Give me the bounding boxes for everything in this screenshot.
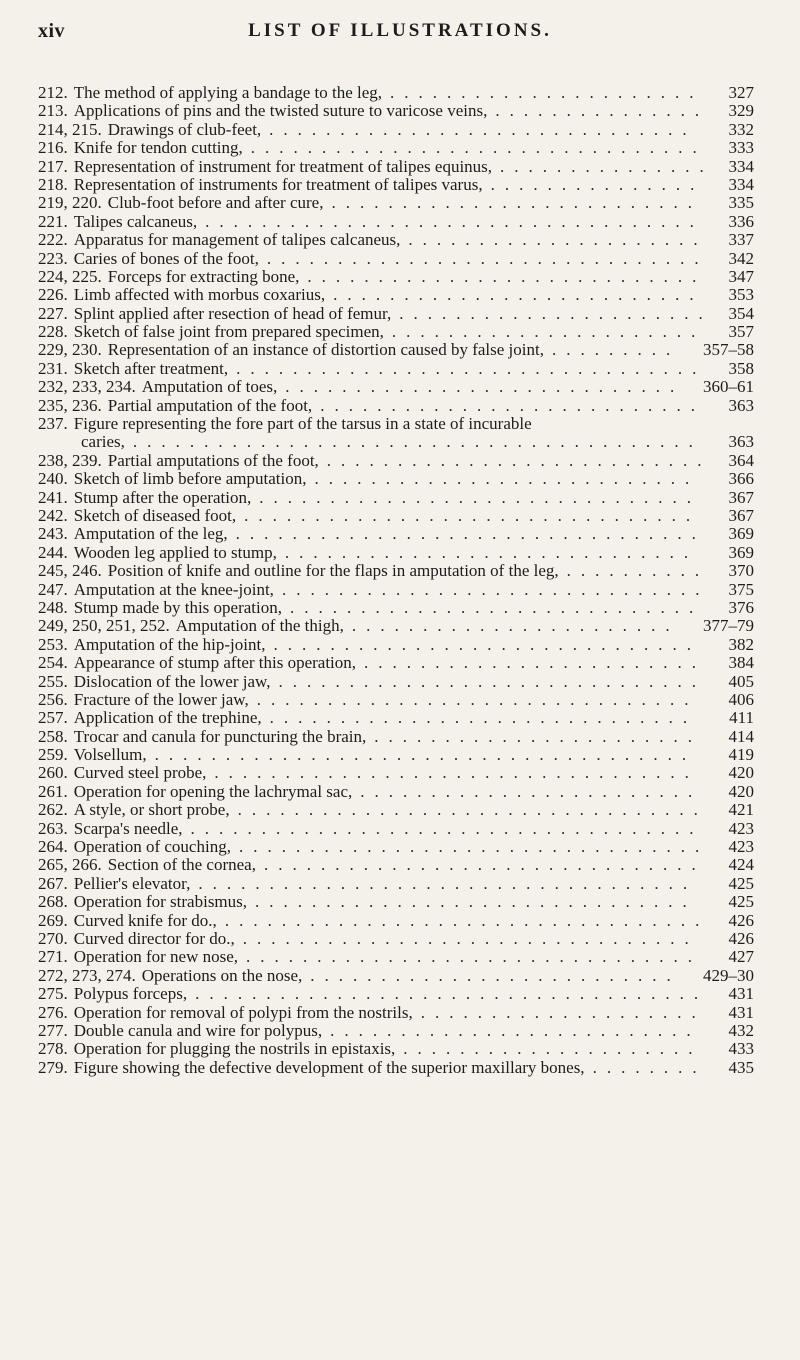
figure-caption: Pellier's elevator, — [73, 873, 191, 893]
figure-number: 212. — [38, 83, 68, 102]
list-item — [38, 231, 754, 249]
figure-number: 249, 250, 251, 252. — [38, 616, 170, 636]
page-reference: 332 — [728, 119, 754, 139]
page-reference: 376 — [728, 597, 754, 617]
page-reference: 411 — [729, 708, 754, 728]
figure-number: 279. — [38, 1057, 68, 1077]
figure-number: 264. — [38, 837, 68, 857]
figure-caption: Stump after the operation, — [73, 487, 252, 507]
leader-dots: ............................ — [307, 266, 707, 286]
list-item — [38, 581, 754, 599]
list-item — [38, 617, 754, 635]
figure-caption: Operation for removal of polypi from the nostrils, — [73, 1002, 413, 1022]
leader-dots: .................................. — [214, 763, 699, 783]
list-item — [38, 856, 754, 874]
figure-number: 255. — [38, 671, 68, 691]
figure-number: 213. — [38, 101, 68, 121]
list-item — [38, 912, 754, 930]
list-item — [38, 783, 754, 801]
list-item — [38, 1040, 754, 1058]
figure-caption: Partial amputation of the foot, — [107, 395, 313, 415]
figure-number: 229, 230. — [38, 340, 102, 360]
figure-number: 231. — [38, 358, 68, 378]
figure-number: 241. — [38, 487, 68, 507]
page-reference: 425 — [728, 873, 754, 893]
figure-caption: Volsellum, — [73, 745, 147, 765]
list-item — [38, 728, 754, 746]
figure-caption: Stump made by this operation, — [73, 597, 282, 617]
leader-dots: ............................... — [259, 487, 702, 507]
figure-number: 271. — [38, 947, 68, 967]
page-reference: 423 — [728, 818, 754, 838]
figure-number: 243. — [38, 524, 68, 544]
figure-number: 265, 266. — [38, 855, 102, 875]
leader-dots: ....................... — [374, 726, 703, 746]
page-reference: 336 — [728, 211, 754, 231]
figure-caption: Partial amputations of the foot, — [107, 450, 319, 470]
list-item — [38, 158, 754, 176]
figure-number: 269. — [38, 910, 68, 930]
page-reference: 354 — [728, 303, 754, 323]
page-reference: 334 — [728, 156, 754, 176]
figure-caption: The method of applying a bandage to the leg, — [73, 83, 383, 102]
figure-caption: Club-foot before and after cure, — [107, 193, 324, 213]
list-item — [38, 1022, 754, 1040]
leader-dots: ............... — [495, 101, 710, 121]
list-item — [38, 194, 754, 212]
list-item — [38, 489, 754, 507]
figure-number: 232, 233, 234. — [38, 377, 136, 397]
figure-caption: Curved director for do., — [73, 928, 235, 948]
page-reference: 369 — [728, 524, 754, 544]
list-item — [38, 360, 754, 378]
figure-caption: Curved knife for do., — [73, 910, 217, 930]
list-item — [38, 1059, 754, 1077]
page-reference: 426 — [728, 928, 754, 948]
leader-dots: .............................. — [278, 671, 706, 691]
figure-number: 222. — [38, 230, 68, 250]
page-reference: 357 — [728, 322, 754, 342]
figure-caption: Representation of instrument for treatment of talipes equinus, — [73, 156, 493, 176]
figure-number: 263. — [38, 818, 68, 838]
figure-number: 259. — [38, 745, 68, 765]
list-item — [38, 893, 754, 911]
leader-dots: ................................. — [238, 837, 710, 857]
figure-caption: Operation for opening the lachrymal sac, — [73, 781, 353, 801]
figure-number: 223. — [38, 248, 68, 268]
figure-caption: Dislocation of the lower jaw, — [73, 671, 271, 691]
leader-dots: ........................... — [320, 395, 705, 415]
page-reference: 419 — [728, 745, 754, 765]
figure-caption: Sketch of diseased foot, — [73, 506, 237, 525]
list-item — [38, 709, 754, 727]
page-reference: 360–61 — [703, 377, 754, 397]
figure-number: 261. — [38, 781, 68, 801]
page-reference: 423 — [728, 837, 754, 857]
list-item — [38, 102, 754, 120]
figure-caption: Applications of pins and the twisted suture to varicose veins, — [73, 101, 488, 121]
figure-number: 226. — [38, 285, 68, 305]
figure-caption: Splint applied after resection of head of femur, — [73, 303, 392, 323]
page-reference: 431 — [728, 1002, 754, 1022]
list-item — [38, 250, 754, 268]
list-item — [38, 121, 754, 139]
leader-dots: .................................... — [190, 818, 704, 838]
page-reference: 367 — [728, 506, 754, 525]
figure-caption: Operation for strabismus, — [73, 892, 248, 912]
page-reference: 420 — [728, 781, 754, 801]
page-reference: 342 — [728, 248, 754, 268]
figure-caption: Limb affected with morbus coxarius, — [73, 285, 326, 305]
figure-caption: Amputation at the knee-joint, — [73, 579, 274, 599]
leader-dots: .................... — [420, 1002, 706, 1022]
figure-caption: Scarpa's needle, — [73, 818, 183, 838]
page-reference: 435 — [728, 1057, 754, 1077]
figure-caption: Drawings of club-feet, — [107, 119, 262, 139]
page-reference: 431 — [728, 984, 754, 1004]
leader-dots: ............... — [500, 156, 714, 176]
page-reference: 363 — [728, 432, 754, 452]
figure-number: 235, 236. — [38, 395, 102, 415]
figure-caption: Section of the cornea, — [107, 855, 256, 875]
figure-number: 256. — [38, 689, 68, 709]
figure-caption: Forceps for extracting bone, — [107, 266, 300, 286]
figure-caption: Sketch of limb before amputation, — [73, 469, 307, 489]
list-item — [38, 820, 754, 838]
figure-number: 221. — [38, 211, 68, 231]
page-reference: 375 — [728, 579, 754, 599]
figure-caption: Figure representing the fore part of the tarsus in a state of incurable — [73, 414, 532, 434]
figure-number: 278. — [38, 1039, 68, 1059]
page-reference: 337 — [728, 230, 754, 250]
list-item — [38, 691, 754, 709]
list-item — [38, 305, 754, 323]
figure-number: 227. — [38, 303, 68, 323]
leader-dots: ........................... — [326, 450, 712, 470]
figure-number: 267. — [38, 873, 68, 893]
page-reference: 369 — [728, 542, 754, 562]
leader-dots: ........................................ — [132, 432, 703, 452]
figure-caption: Amputation of toes, — [141, 377, 278, 397]
figure-number: 218. — [38, 174, 68, 194]
leader-dots: .................................... — [195, 984, 709, 1004]
figure-caption: Sketch after treatment, — [73, 358, 229, 378]
figure-caption: Amputation of the hip-joint, — [73, 634, 266, 654]
page-reference: 364 — [728, 450, 754, 470]
figure-caption: Fracture of the lower jaw, — [73, 689, 249, 709]
figure-caption: Apparatus for management of talipes calcaneus, — [73, 230, 401, 250]
leader-dots: .......................... — [331, 193, 702, 213]
list-item — [38, 801, 754, 819]
page-reference: 377–79 — [703, 616, 754, 636]
page-reference: 433 — [728, 1039, 754, 1059]
figure-caption: Operation of couching, — [73, 837, 231, 857]
list-item — [38, 507, 754, 525]
list-item — [38, 746, 754, 764]
figure-caption: Polypus forceps, — [73, 984, 188, 1004]
leader-dots: ................................ — [244, 506, 701, 525]
figure-number: 242. — [38, 506, 68, 525]
list-item — [38, 985, 754, 1003]
illustrations-list — [38, 84, 754, 1077]
leader-dots: ................................. — [235, 524, 706, 544]
list-item — [38, 1004, 754, 1022]
leader-dots: ................................... — [205, 211, 704, 231]
list-item — [38, 139, 754, 157]
page-reference: 333 — [728, 138, 754, 158]
leader-dots: ........ — [592, 1057, 707, 1077]
page-reference: 421 — [728, 800, 754, 820]
leader-dots: .................................. — [224, 910, 710, 930]
figure-number: 268. — [38, 892, 68, 912]
page-reference: 406 — [728, 689, 754, 709]
leader-dots: .............................. — [269, 708, 698, 728]
page-reference: 424 — [728, 855, 754, 875]
figure-number: 214, 215. — [38, 119, 102, 139]
figure-number: 219, 220. — [38, 193, 102, 213]
list-item — [38, 213, 754, 231]
leader-dots: ........................ — [360, 781, 703, 801]
figure-caption: Knife for tendon cutting, — [73, 138, 243, 158]
page-reference: 426 — [728, 910, 754, 930]
leader-dots: ............................... — [263, 855, 706, 875]
figure-number: 276. — [38, 1002, 68, 1022]
figure-number: 254. — [38, 653, 68, 673]
figure-caption: Amputation of the thigh, — [175, 616, 344, 636]
leader-dots: ............... — [490, 174, 705, 194]
leader-dots: ...................................... — [154, 745, 697, 765]
page-reference: 429–30 — [703, 965, 754, 985]
leader-dots: ............................... — [266, 248, 709, 268]
page-header — [0, 20, 800, 50]
figure-caption-continued: caries, — [81, 432, 125, 452]
page-reference: 425 — [728, 892, 754, 912]
figure-caption: Operation for plugging the nostrils in epistaxis, — [73, 1039, 396, 1059]
figure-number: 216. — [38, 138, 68, 158]
list-item — [38, 84, 754, 102]
page-reference: 405 — [728, 671, 754, 691]
page-number: xiv — [38, 20, 66, 42]
figure-caption: Curved steel probe, — [73, 763, 207, 783]
figure-caption: Representation of an instance of distortion caused by false joint, — [107, 340, 544, 360]
list-item — [38, 397, 754, 415]
list-item — [38, 323, 754, 341]
page-reference: 382 — [728, 634, 754, 654]
leader-dots: .............................. — [281, 579, 710, 599]
list-item — [38, 268, 754, 286]
leader-dots: ....................... — [351, 616, 680, 636]
figure-caption: Caries of bones of the foot, — [73, 248, 259, 268]
page-reference: 358 — [728, 358, 754, 378]
list-item — [38, 930, 754, 948]
page-reference: 353 — [728, 285, 754, 305]
page-reference: 370 — [728, 561, 754, 581]
page-reference: 329 — [728, 101, 754, 121]
leader-dots: .......... — [566, 561, 710, 581]
page-reference: 334 — [728, 174, 754, 194]
list-item — [38, 764, 754, 782]
figure-caption: Talipes calcaneus, — [73, 211, 198, 231]
leader-dots: ............................... — [255, 892, 697, 912]
list-item — [38, 948, 754, 966]
list-item — [38, 875, 754, 893]
leader-dots: ................................ — [242, 928, 699, 948]
list-item — [38, 286, 754, 304]
leader-dots: .......................... — [310, 965, 681, 985]
page-reference: 414 — [728, 726, 754, 746]
leader-dots: ...................... — [390, 83, 704, 102]
list-item — [38, 452, 754, 470]
leader-dots: ................................ — [246, 947, 703, 967]
page-reference: 363 — [728, 395, 754, 415]
list-item — [38, 654, 754, 672]
page-reference: 347 — [728, 266, 754, 286]
page-reference: 327 — [728, 83, 754, 102]
leader-dots: ........................... — [314, 469, 700, 489]
list-item — [38, 176, 754, 194]
figure-number: 258. — [38, 726, 68, 746]
list-item — [38, 838, 754, 856]
figure-number: 248. — [38, 597, 68, 617]
page-reference: 420 — [728, 763, 754, 783]
figure-number: 217. — [38, 156, 68, 176]
page-reference: 427 — [728, 947, 754, 967]
figure-number: 277. — [38, 1020, 68, 1040]
leader-dots: ................................... — [198, 873, 698, 893]
leader-dots: ...................... — [399, 303, 713, 323]
page-reference: 367 — [728, 487, 754, 507]
list-item — [38, 967, 754, 985]
page-reference: 357–58 — [703, 340, 754, 360]
figure-number: 253. — [38, 634, 68, 654]
list-item — [38, 525, 754, 543]
figure-number: 244. — [38, 542, 68, 562]
list-item — [38, 636, 754, 654]
leader-dots: ................................. — [236, 358, 707, 378]
figure-number: 260. — [38, 763, 68, 783]
leader-dots: ........................ — [364, 653, 707, 673]
page-reference: 432 — [728, 1020, 754, 1040]
page-reference: 384 — [728, 653, 754, 673]
figure-caption: Sketch of false joint from prepared specimen, — [73, 322, 384, 342]
list-item — [38, 673, 754, 691]
leader-dots: ................................ — [250, 138, 707, 158]
figure-caption: Representation of instruments for treatment of talipes varus, — [73, 174, 483, 194]
figure-number: 262. — [38, 800, 68, 820]
figure-caption: Figure showing the defective development of the superior maxillary bones, — [73, 1057, 585, 1077]
leader-dots: ............................. — [289, 597, 704, 617]
leader-dots: ............................ — [285, 377, 685, 397]
leader-dots: .......................... — [330, 1020, 701, 1040]
leader-dots: ..................... — [403, 1039, 703, 1059]
leader-dots: ..................... — [408, 230, 708, 250]
figure-caption: Amputation of the leg, — [73, 524, 228, 544]
leader-dots: ......... — [551, 340, 681, 360]
figure-number: 272, 273, 274. — [38, 965, 136, 985]
figure-caption: Operation for new nose, — [73, 947, 239, 967]
figure-number: 240. — [38, 469, 68, 489]
leader-dots: .............................. — [273, 634, 701, 654]
figure-number: 247. — [38, 579, 68, 599]
figure-caption: Application of the trephine, — [73, 708, 262, 728]
figure-caption: Trocar and canula for puncturing the brain, — [73, 726, 367, 746]
figure-caption: Wooden leg applied to stump, — [73, 542, 277, 562]
figure-number: 270. — [38, 928, 68, 948]
list-item — [38, 341, 754, 359]
figure-caption: Double canula and wire for polypus, — [73, 1020, 323, 1040]
page-reference: 335 — [728, 193, 754, 213]
list-item — [38, 562, 754, 580]
figure-number: 224, 225. — [38, 266, 102, 286]
leader-dots: ................................. — [237, 800, 708, 820]
figure-number: 245, 246. — [38, 561, 102, 581]
figure-number: 237. — [38, 414, 68, 434]
figure-number: 257. — [38, 708, 68, 728]
figure-caption: Position of knife and outline for the flaps in amputation of the leg, — [107, 561, 559, 581]
list-item — [38, 470, 754, 488]
figure-caption: A style, or short probe, — [73, 800, 230, 820]
list-item — [38, 378, 754, 396]
leader-dots: ............................... — [256, 689, 699, 709]
list-item — [38, 415, 754, 452]
figure-number: 238, 239. — [38, 450, 102, 470]
figure-number: 228. — [38, 322, 68, 342]
leader-dots: .............................. — [269, 119, 697, 139]
leader-dots: .......................... — [333, 285, 704, 305]
figure-number: 275. — [38, 984, 68, 1004]
list-item — [38, 544, 754, 562]
running-title: LIST OF ILLUSTRATIONS. — [248, 20, 552, 41]
page-reference: 366 — [728, 469, 754, 489]
figure-caption: Operations on the nose, — [141, 965, 303, 985]
figure-caption: Appearance of stump after this operation, — [73, 653, 357, 673]
leader-dots: ...................... — [391, 322, 706, 342]
list-item — [38, 599, 754, 617]
leader-dots: ............................. — [284, 542, 699, 562]
